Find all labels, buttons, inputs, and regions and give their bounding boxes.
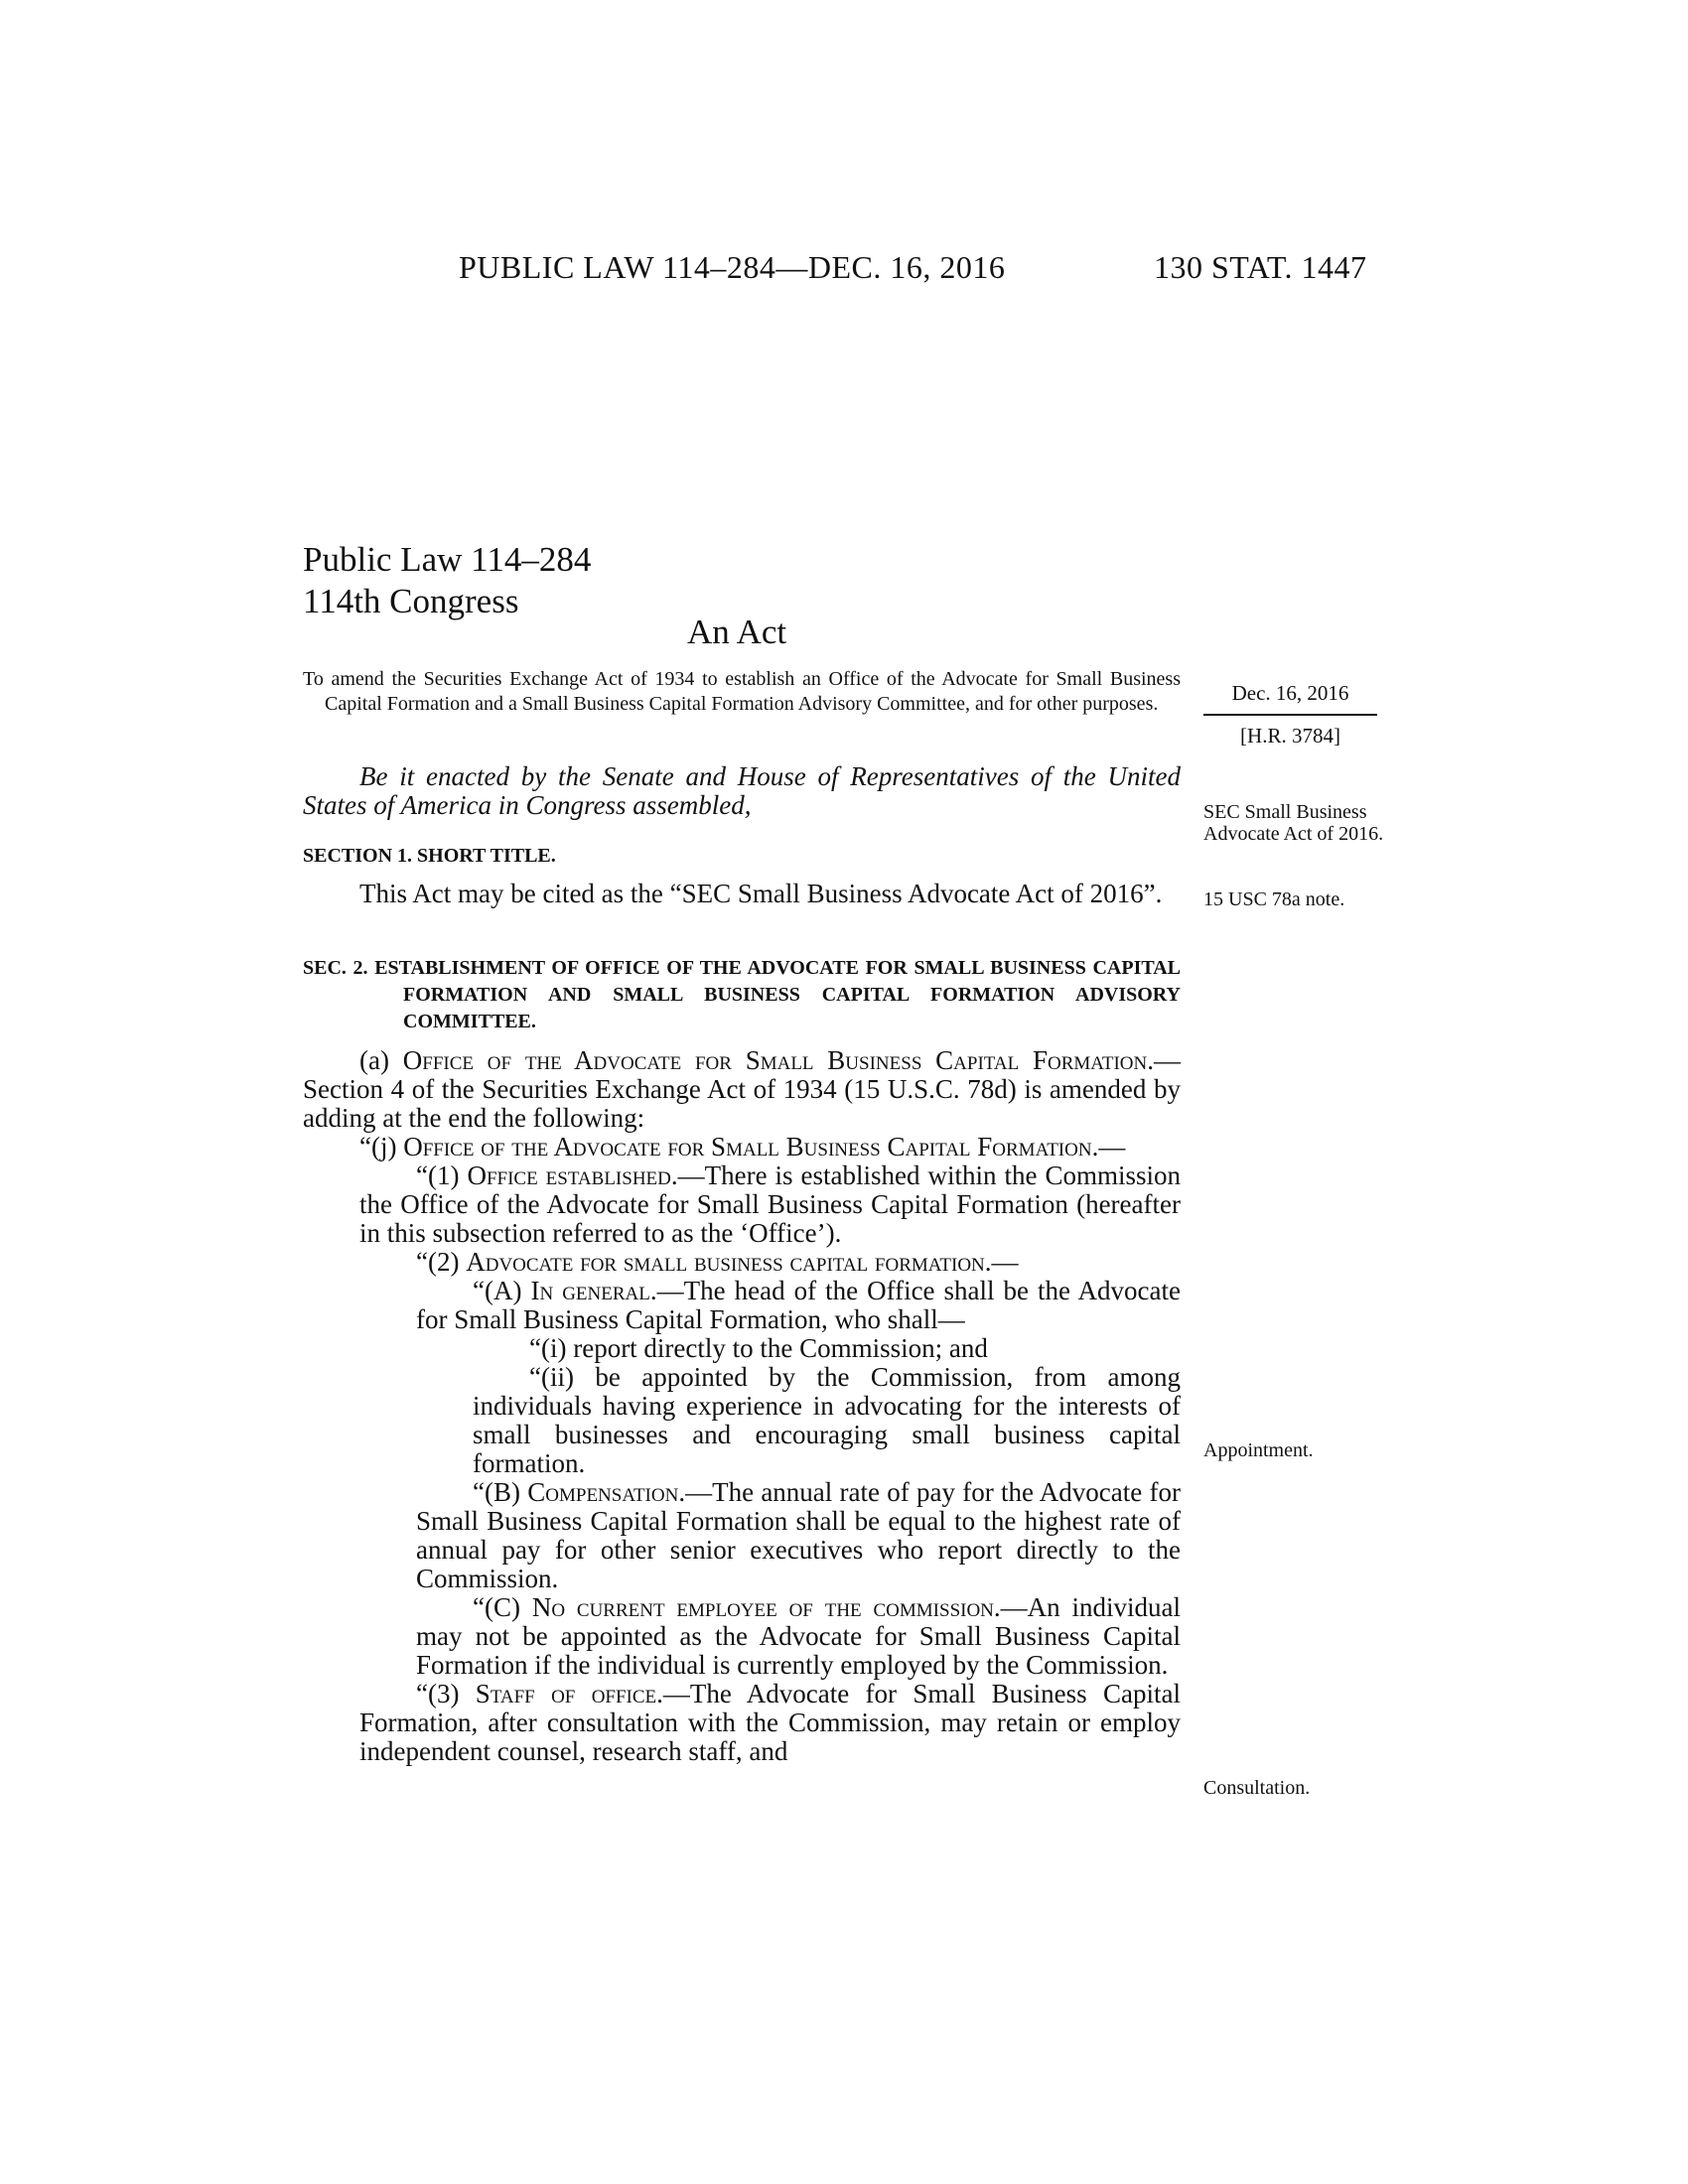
section-1-heading: SECTION 1. SHORT TITLE. <box>303 845 556 867</box>
paragraph-1: “(1) Office established.—There is established within the Commission the Office of the Advocate for Small Business Capital Formation (hereafter in this subsection referred to as the ‘Office’). <box>359 1160 1181 1248</box>
enacting-clause: Be it enacted by the Senate and House of Representatives of the United States of America in Congress assembled, <box>303 761 1181 820</box>
paragraph-2: “(2) Advocate for small business capital formation.— <box>416 1247 1019 1277</box>
clause-i: “(i) report directly to the Commission; and <box>529 1333 988 1363</box>
section-2-body <box>303 1046 1181 1766</box>
running-head-left: PUBLIC LAW 114–284—DEC. 16, 2016 <box>459 249 1006 285</box>
margin-note-appointment: Appointment. <box>1203 1439 1314 1461</box>
margin-note-consultation: Consultation. <box>1203 1777 1311 1799</box>
subparagraph-b: “(B) Compensation.—The annual rate of pay for the Advocate for Small Business Capital Formation shall be equal to the highest rate of annual pay for other senior executives who report directly to the Commission. <box>416 1477 1181 1593</box>
section-1-text: This Act may be cited as the “SEC Small Business Advocate Act of 2016”. <box>359 879 1163 908</box>
enactment-date: Dec. 16, 2016 <box>1203 681 1377 716</box>
law-title <box>303 539 591 622</box>
subsection-a: (a) Office of the Advocate for Small Business Capital Formation.—Section 4 of the Securities Exchange Act of 1934 (15 U.S.C. 78d) is amended by adding at the end the following: <box>303 1045 1182 1133</box>
margin-note-short-title: SEC Small Business Advocate Act of 2016. <box>1203 801 1384 845</box>
public-law-number: Public Law 114–284 <box>303 540 592 579</box>
paragraph-3: “(3) Staff of office.—The Advocate for Small Business Capital Formation, after consultation with the Commission, may retain or employ independent counsel, research staff, and <box>359 1679 1181 1766</box>
subparagraph-c: “(C) No current employee of the commission.—An individual may not be appointed as the Advocate for Small Business Capital Formation if the individual is currently employed by the Commission. <box>416 1592 1181 1680</box>
purpose-statement: To amend the Securities Exchange Act of 1934 to establish an Office of the Advocate for Small Business Capital Formation and a Small Business Capital Formation Advisory Committee, and for other purposes. <box>303 668 1181 715</box>
running-head-page: 130 STAT. 1447 <box>1154 249 1367 285</box>
bill-number: [H.R. 3784] <box>1240 724 1340 748</box>
subparagraph-a: “(A) In general.—The head of the Office shall be the Advocate for Small Business Capital Formation, who shall— <box>416 1276 1182 1334</box>
section-2-heading: SEC. 2. ESTABLISHMENT OF OFFICE OF THE ADVOCATE FOR SMALL BUSINESS CAPITAL FORMATION AND SMALL BUSINESS CAPITAL FORMATION ADVISORY COMMITTEE. <box>303 957 1181 1032</box>
congress-number: 114th Congress <box>303 582 519 620</box>
clause-ii: “(ii) be appointed by the Commission, from among individuals having experience in advocating for the interests of small businesses and encouraging small business capital formation. <box>473 1362 1181 1478</box>
subsection-j: “(j) Office of the Advocate for Small Business Capital Formation.— <box>359 1132 1126 1161</box>
margin-note-usc: 15 USC 78a note. <box>1203 888 1345 910</box>
bill-info <box>1203 681 1377 749</box>
an-act-heading: An Act <box>687 613 787 651</box>
